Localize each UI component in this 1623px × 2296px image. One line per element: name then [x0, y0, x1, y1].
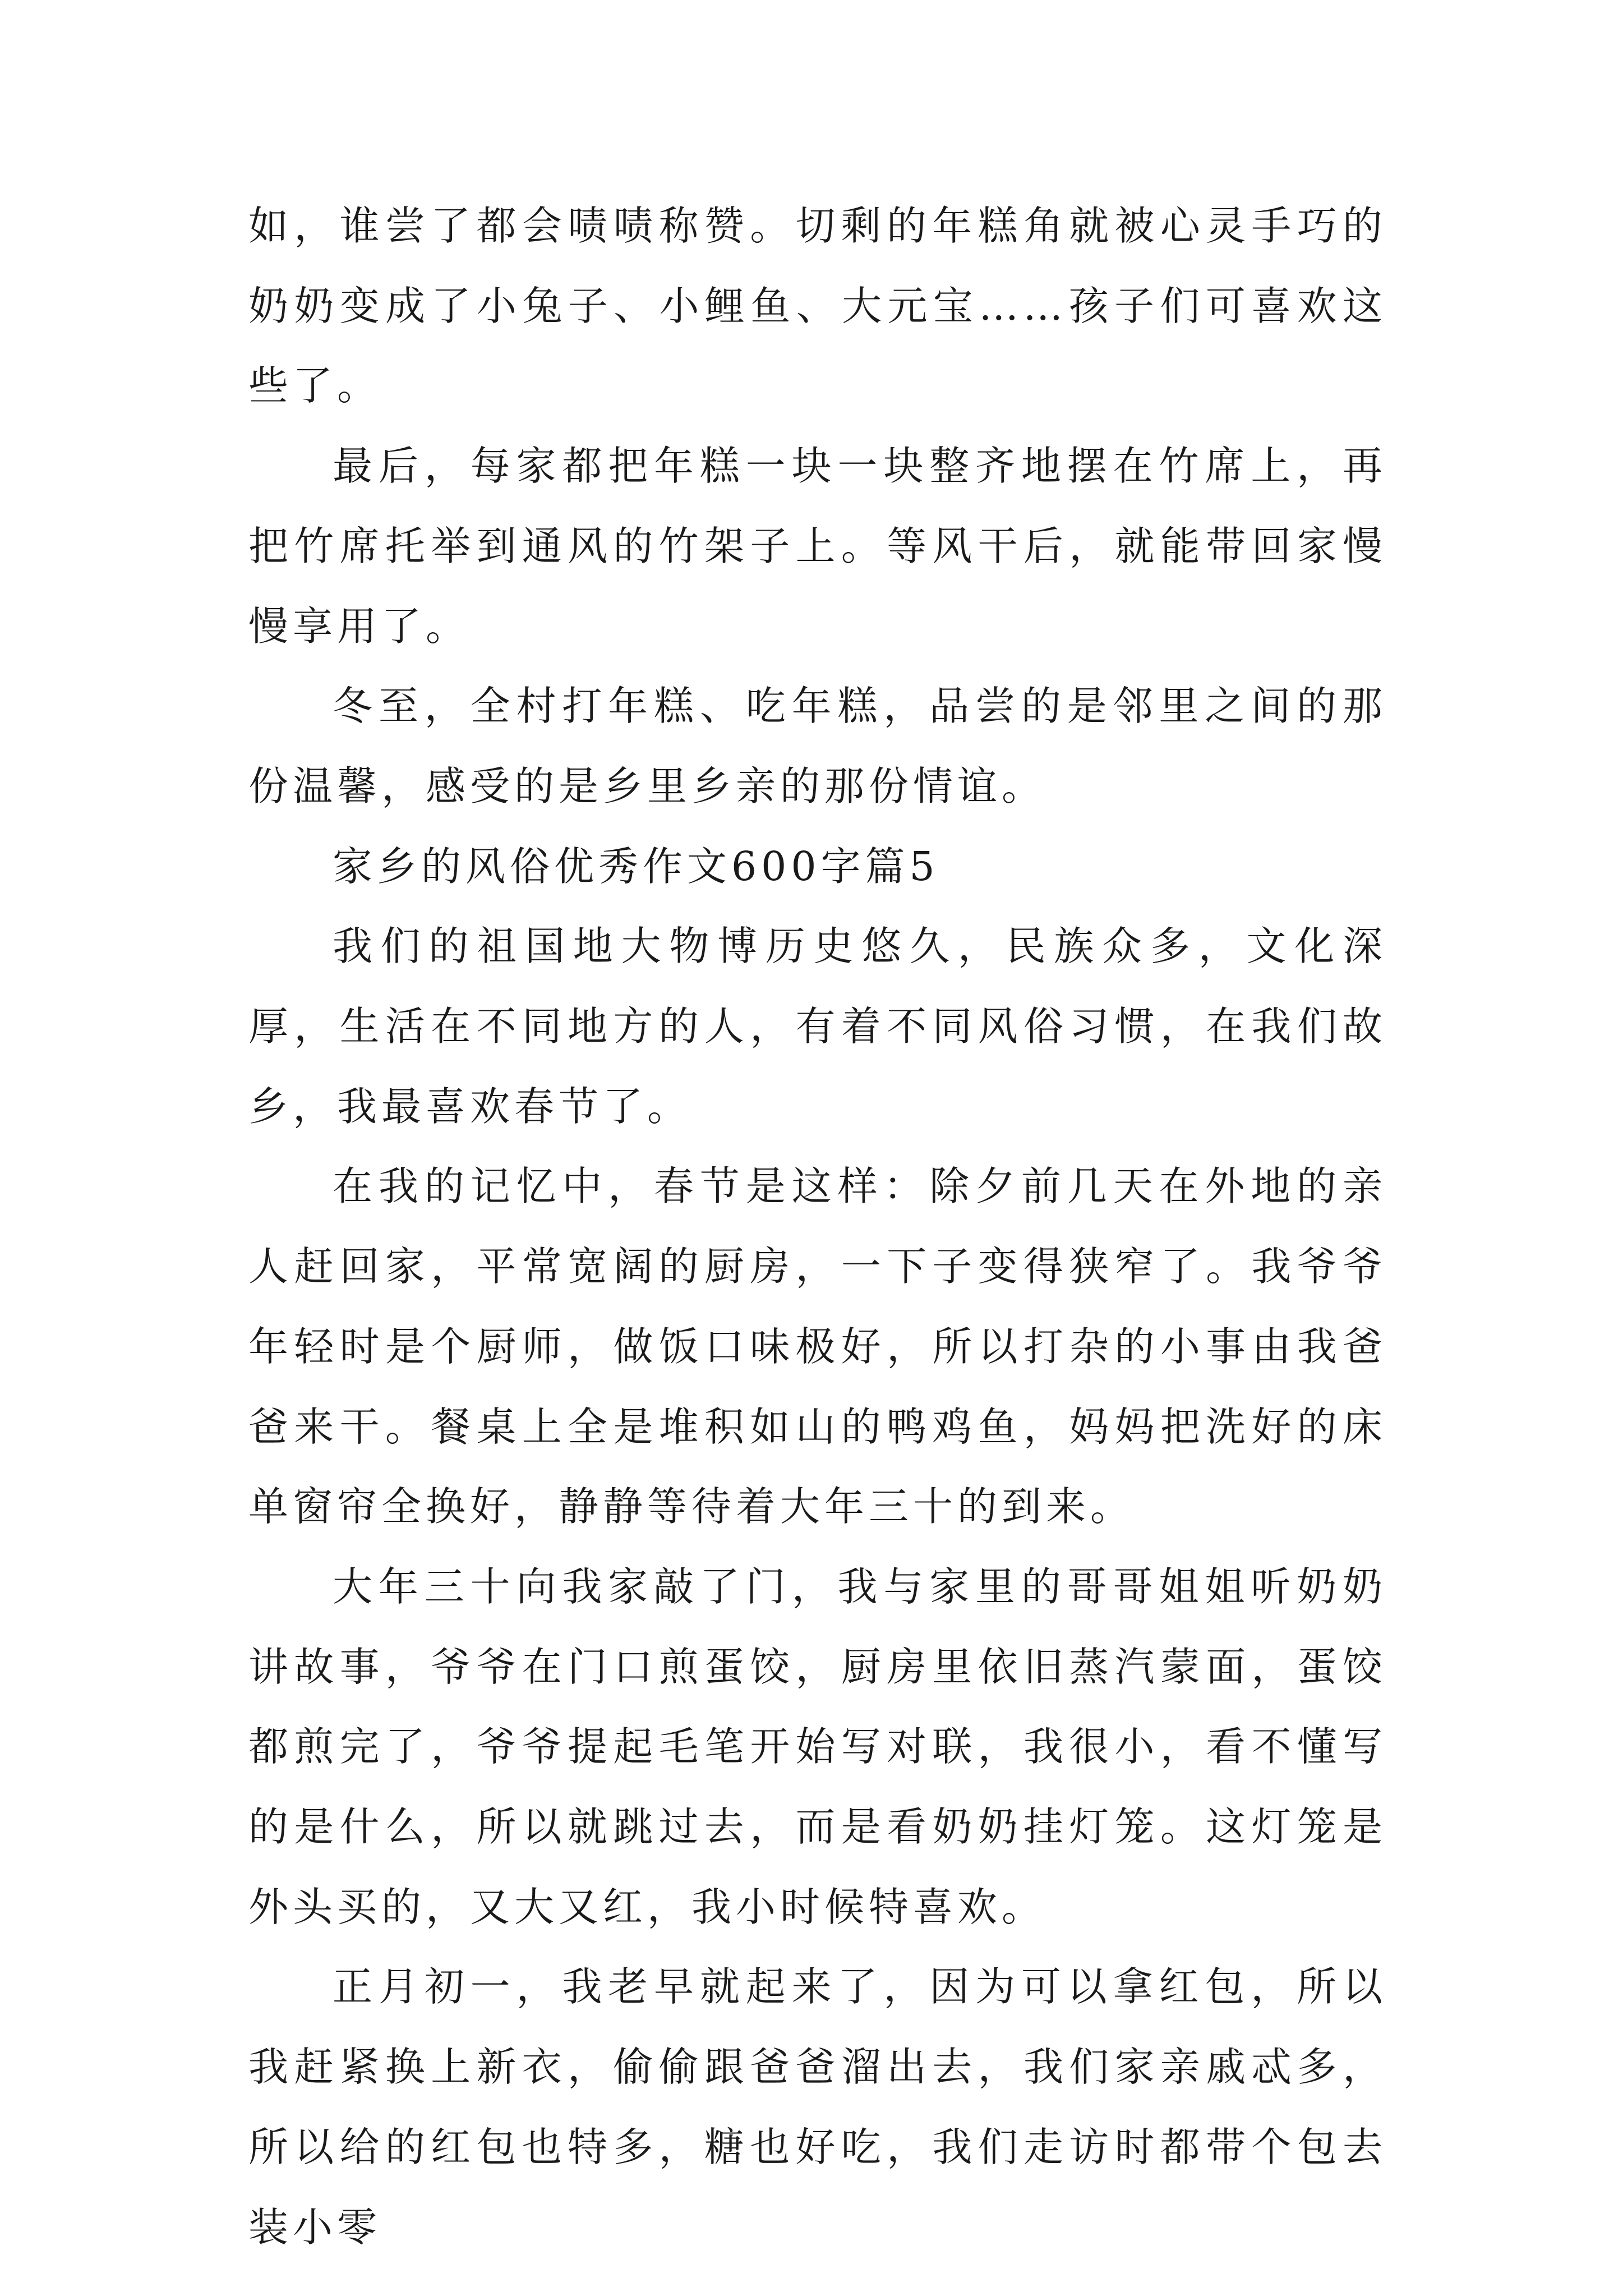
paragraph: 在我的记忆中，春节是这样：除夕前几天在外地的亲人赶回家，平常宽阔的厨房，一下子变得狭窄了。我爷爷年轻时是个厨师，做饭口味极好，所以打杂的小事由我爸爸来干。餐桌上全是堆积如山的鸭鸡鱼，妈妈把洗好的床单窗帘全换好，静静等待着大年三十的到来。: [248, 1163, 1387, 1530]
paragraph-continuation: 如，谁尝了都会啧啧称赞。切剩的年糕角就被心灵手巧的奶奶变成了小兔子、小鲤鱼、大元宝……孩子们可喜欢这些了。: [248, 203, 1387, 409]
document-body: [248, 186, 1387, 2267]
paragraph: 冬至，全村打年糕、吃年糕，品尝的是邻里之间的那份温馨，感受的是乡里乡亲的那份情谊。: [248, 683, 1387, 809]
paragraph: 最后，每家都把年糕一块一块整齐地摆在竹席上，再把竹席托举到通风的竹架子上。等风干后，就能带回家慢慢享用了。: [248, 443, 1387, 650]
paragraph: 正月初一，我老早就起来了，因为可以拿红包，所以我赶紧换上新衣，偷偷跟爸爸溜出去，我们家亲戚忒多，所以给的红包也特多，糖也好吃，我们走访时都带个包去装小零: [248, 1963, 1387, 2251]
paragraph: 大年三十向我家敲了门，我与家里的哥哥姐姐听奶奶讲故事，爷爷在门口煎蛋饺，厨房里依旧蒸汽蒙面，蛋饺都煎完了，爷爷提起毛笔开始写对联，我很小，看不懂写的是什么，所以就跳过去，而是看奶奶挂灯笼。这灯笼是外头买的，又大又红，我小时候特喜欢。: [248, 1563, 1387, 1930]
paragraph: 我们的祖国地大物博历史悠久，民族众多，文化深厚，生活在不同地方的人，有着不同风俗习惯，在我们故乡，我最喜欢春节了。: [248, 923, 1387, 1130]
section-heading: 家乡的风俗优秀作文600字篇5: [333, 843, 939, 890]
